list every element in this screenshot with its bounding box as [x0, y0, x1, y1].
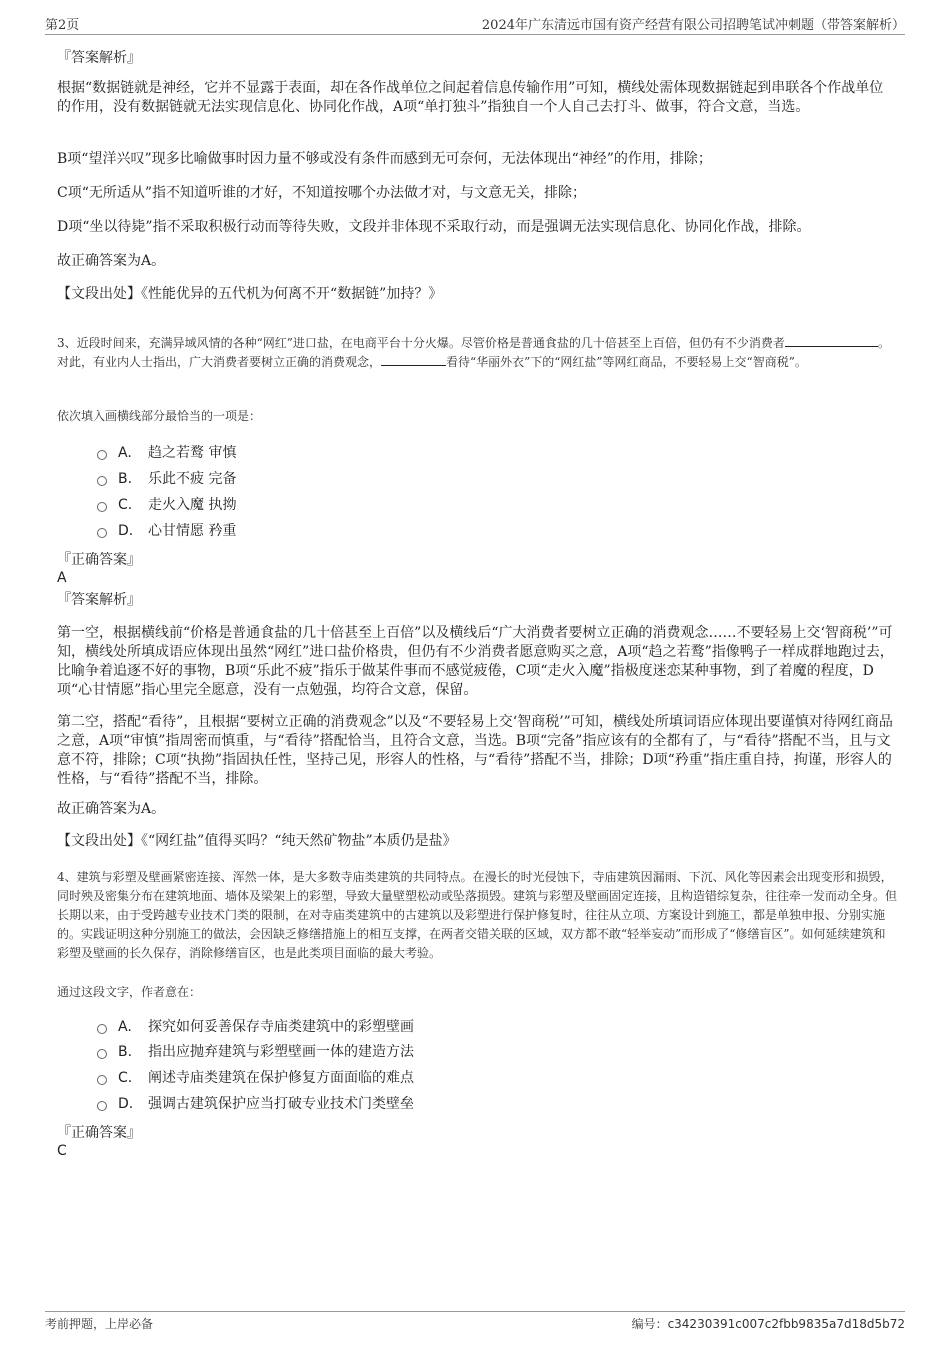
q2-analysis-tag: 『答案解析』: [57, 50, 141, 66]
q3-source: 【文段出处】《“网红盐”值得买吗？“纯天然矿物盐”本质仍是盐》: [57, 833, 457, 849]
document-id: 编号：c34230391c007c2fbb9835a7d18d5b72: [631, 1317, 905, 1331]
page-footer: [45, 1311, 905, 1334]
q4-option-a[interactable]: A. 探究如何妥善保存寺庙类建筑中的彩塑壁画: [97, 1017, 414, 1037]
blank-1: [785, 334, 878, 347]
radio-icon[interactable]: [97, 476, 107, 486]
q3-conclusion: 故正确答案为A。: [57, 801, 166, 817]
q4-option-d[interactable]: D. 强调古建筑保护应当打破专业技术门类壁垒: [97, 1094, 414, 1114]
q4-prompt: 通过这段文字，作者意在：: [57, 985, 202, 999]
q3-stem: 3、近段时间来，充满异域风情的各种“网红”进口盐，在电商平台十分火爆。尽管价格是普通食盐的几十倍甚至上百倍，但仍有不少消费者 。对此，有业内人士指出，广大消费者要树立正确的消费观念， 看待“华丽外衣”下的“网红盐”等网红商品，不要轻易上交“智商税”。: [57, 336, 890, 369]
page-header: [45, 14, 905, 35]
q4-answer-tag: 『正确答案』: [57, 1125, 141, 1141]
q3-analysis-para2: 第二空，搭配“看待”，且根据“要树立正确的消费观念”以及“不要轻易上交‘智商税’”可知，横线处所填词语应体现出要谨慎对待网红商品之意，A项“审慎”指周密而慎重，与“看待”搭配恰当，且符合文意，当选。B项“完备”指应该有的全都有了，与“看待”搭配不当，且与文意不符，排除；C项“执拗”指固执任性，坚持己见，形容人的性格，与“看待”搭配不当，排除；D项“矜重”指庄重自持，拘谨，形容人的性格，与“看待”搭配不当，排除。: [57, 714, 893, 787]
q4-option-b[interactable]: B. 指出应抛弃建筑与彩塑壁画一体的建造方法: [97, 1042, 414, 1062]
blank-2: [381, 353, 446, 366]
q3-option-a[interactable]: A. 趋之若鹜 审慎: [97, 443, 236, 463]
radio-icon[interactable]: [97, 528, 107, 538]
q2-source: 【文段出处】《性能优异的五代机为何离不开“数据链”加持？》: [57, 286, 443, 302]
q3-option-c[interactable]: C. 走火入魔 执拗: [97, 495, 236, 515]
q3-answer-tag: 『正确答案』: [57, 552, 141, 568]
q2-analysis-para1: 根据“数据链就是神经，它并不显露于表面，却在各作战单位之间起着信息传输作用”可知，横线处需体现数据链起到串联各个作战单位的作用，没有数据链就无法实现信息化、协同化作战，A项“单打独斗”指独自一个人自己去打斗、做事，符合文意，当选。: [57, 80, 884, 115]
radio-icon[interactable]: [97, 1101, 107, 1111]
q4-option-c[interactable]: C. 阐述寺庙类建筑在保护修复方面面临的难点: [97, 1068, 414, 1088]
q4-stem: 4、建筑与彩塑及壁画紧密连接、浑然一体，是大多数寺庙类建筑的共同特点。在漫长的时光侵蚀下，寺庙建筑因漏雨、下沉、风化等因素会出现变形和损毁，同时殃及密集分布在建筑地面、墙体及梁架上的彩塑，导致大量壁塑松动或坠落损毁。建筑与彩塑及壁画固定连接，且构造错综复杂，往往牵一发而动全身。但长期以来，由于受跨越专业技术门类的限制，在对寺庙类建筑中的古建筑以及彩塑进行保护修复时，往往从立项、方案设计到施工，都是单独申报、分别实施的。实践证明这种分别施工的做法，会因缺乏修缮措施上的相互支撑，在两者交错关联的区域，双方都不敢“轻举妄动”而形成了“修缮盲区”。如何延续建筑和彩塑及壁画的长久保存，消除修缮盲区，也是此类项目面临的最大考验。: [57, 870, 898, 960]
q3-option-b[interactable]: B. 乐此不疲 完备: [97, 469, 236, 489]
radio-icon[interactable]: [97, 1024, 107, 1034]
q2-analysis-para3: C项“无所适从”指不知道听谁的才好，不知道按哪个办法做才对，与文意无关，排除；: [57, 185, 587, 201]
q4-answer: C: [57, 1143, 67, 1159]
footer-slogan: 考前押题，上岸必备: [45, 1317, 154, 1331]
document-title: 2024年广东清远市国有资产经营有限公司招聘笔试冲刺题（带答案解析）: [481, 18, 905, 33]
q3-prompt: 依次填入画横线部分最恰当的一项是：: [57, 409, 262, 423]
radio-icon[interactable]: [97, 1049, 107, 1059]
q2-conclusion: 故正确答案为A。: [57, 253, 166, 269]
q2-analysis-para4: D项“坐以待毙”指不采取积极行动而等待失败，文段并非体现不采取行动，而是强调无法实现信息化、协同化作战，排除。: [57, 219, 811, 235]
q3-analysis-para1: 第一空，根据横线前“价格是普通食盐的几十倍甚至上百倍”以及横线后“广大消费者要树立正确的消费观念……不要轻易上交‘智商税’”可知，横线处所填成语应体现出虽然“网红”进口盐价格贵，但仍有不少消费者愿意购买之意，A项“趋之若鹜”指像鸭子一样成群地跑过去，比喻争着追逐不好的事物，B项“乐此不疲”指乐于做某件事而不感觉疲倦，C项“走火入魔”指极度迷恋某种事物，到了着魔的程度，D项“心甘情愿”指心里完全愿意，没有一点勉强，均符合文意，保留。: [57, 625, 894, 698]
radio-icon[interactable]: [97, 1075, 107, 1085]
q2-analysis-para2: B项“望洋兴叹”现多比喻做事时因力量不够或没有条件而感到无可奈何，无法体现出“神经”的作用，排除；: [57, 151, 712, 167]
radio-icon[interactable]: [97, 502, 107, 512]
q3-answer: A: [57, 570, 67, 586]
q3-analysis-tag: 『答案解析』: [57, 592, 141, 608]
q3-option-d[interactable]: D. 心甘情愿 矜重: [97, 521, 236, 541]
radio-icon[interactable]: [97, 450, 107, 460]
page-number: 第2页: [45, 18, 80, 33]
